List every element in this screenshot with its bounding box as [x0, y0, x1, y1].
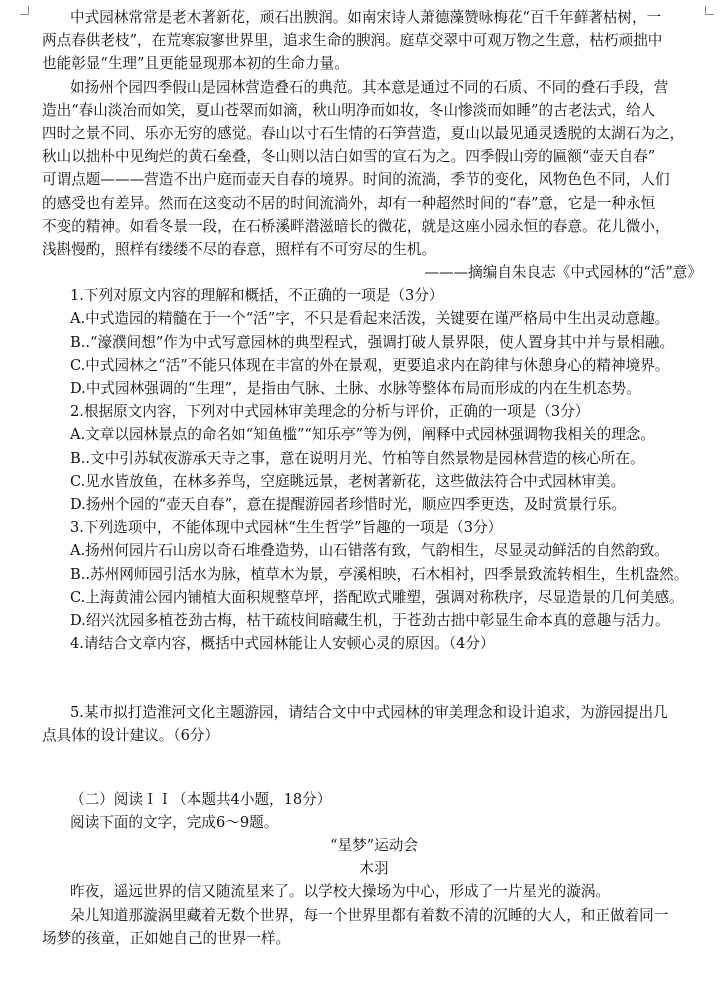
page-corner-mark-right: [705, 6, 714, 15]
question-stem: 3.下列选项中，不能体现中式园林“生生哲学”旨趣的一项是（3分）: [70, 519, 503, 537]
question-4: 4.请结合文章内容，概括中式园林能让人安顿心灵的原因。（4分）: [70, 635, 495, 653]
document-page: [42, 6, 706, 950]
option-d: D.绍兴沈园多植苍劲古梅，枯干疏枝间暗藏生机，于苍劲古拙中彰显生命本真的意趣与活力。: [70, 611, 670, 629]
section-instruction: 阅读下面的文字，完成6～9题。: [70, 813, 279, 831]
answer-space: [42, 655, 706, 701]
option-b: B..“濠濮间想”作为中式写意园林的典型程式，强调打破人景界限，使人置身其中并与景相融。: [70, 333, 675, 351]
text-line: 中式园林常常是老木著新花，顽石出腴润。如南宋诗人萧德藻赞咏梅花“百千年藓著枯树，一: [70, 9, 662, 26]
story-paragraph: [42, 880, 706, 903]
question-stem: 2.根据原文内容，下列对中式园林审美理念的分析与评价，正确的一项是（3分）: [70, 403, 590, 421]
option-b: B..文中引苏轼夜游承天寺之事，意在说明月光、竹柏等自然景物是园林营造的核心所在。: [70, 449, 645, 467]
option-a: A.扬州何园片石山房以奇石堆叠造势，山石错落有致，气韵相生，尽显灵动鲜活的自然韵致。: [70, 542, 669, 560]
option-c: C.上海黄浦公园内铺植大面积规整草坪，搭配欧式雕塑，强调对称秩序，尽显造景的几何美感。: [70, 588, 684, 606]
text-line: 场梦的孩童，正如她自己的世界一样。: [42, 929, 291, 947]
option-c: C.中式园林之“活”不能只体现在丰富的外在景观，更要追求内在韵律与休憩身心的精神境界。: [70, 356, 670, 374]
text-line: 秋山以拙朴中见绚烂的黄石垒叠，冬山则以洁白如雪的宣石为之。四季假山旁的匾额“壶天自春”: [42, 148, 656, 166]
option-d: D.中式园林强调的“生理”，是指由气脉、土脉、水脉等整体布局而形成的内在生机态势。: [70, 380, 641, 397]
question-stem: 1.下列对原文内容的理解和概括，不正确的一项是（3分）: [70, 287, 444, 305]
question-5: [42, 701, 706, 747]
story-title: “星梦”运动会: [330, 837, 418, 854]
story-author: 木羽: [359, 860, 389, 878]
question-stem: 5.某市拟打造淮河文化主题游园，请结合文中中式园林的审美理念和设计追求，为游园提出几: [70, 704, 668, 722]
text-line: 点具体的设计建议。（6分）: [42, 727, 220, 745]
option-a: A.中式造园的精髓在于一个“活”字，不只是看起来活泼，关键要在谨严格局中生出灵动意趣。: [70, 310, 670, 328]
answer-space: [42, 748, 706, 788]
text-line: 两点春供老枝”，在荒寒寂寥世界里，追求生命的腴润。庭草交翠中可观万物之生意，枯朽顽拙中: [42, 32, 663, 50]
passage-paragraph: [42, 76, 706, 262]
text-line: 的感受也有差异。然而在这变动不居的时间流淌外，却有一种超然时间的“春”意，它是一种永恒: [42, 194, 656, 212]
text-line: 可谓点题———营造不出户庭而壶天自春的境界。时间的流淌，季节的变化，风物色色不同，人们: [42, 171, 670, 189]
section-heading: （二）阅读ＩＩ（本题共4小题，18分）: [70, 790, 332, 808]
story-paragraph: [42, 904, 706, 950]
question-1: [42, 284, 706, 400]
option-b: B..苏州网师园引活水为脉，植草木为景，亭溪相映，石木相衬，四季景致流转相生，生机盎然。: [70, 565, 689, 583]
question-2: [42, 400, 706, 516]
text-line: 造出“春山淡冶而如笑，夏山苍翠而如滴，秋山明净而如妆，冬山惨淡而如睡”的古老法式，给人: [42, 101, 656, 119]
option-a: A.文章以园林景点的命名如“知鱼槛”“知乐亭”等为例，阐释中式园林强调物我相关的理念。: [70, 426, 655, 444]
text-line: 不变的精神。如看冬景一段，在石桥溪畔潜滋暗长的微花，就是这座小园永恒的春意。花儿微小，: [42, 217, 670, 235]
text-line: 四时之景不同、乐亦无穷的感觉。春山以寸石生情的石笋营造，夏山以最见通灵透脱的太湖石为之，: [42, 124, 685, 142]
text-line: 朵儿知道那漩涡里藏着无数个世界，每一个世界里都有着数不清的沉睡的大人，和正做着同一: [70, 906, 669, 924]
passage-paragraph: [42, 6, 706, 76]
text-line: 浅斟慢酌，照样有缕缕不尽的春意，照样有不可穷尽的生机。: [42, 240, 437, 258]
source-citation: ———摘编自朱良志《中式园林的“活”意》: [424, 264, 702, 282]
text-line: 如扬州个园四季假山是园林营造叠石的典范。其本意是通过不同的石质、不同的叠石手段，营: [70, 78, 669, 96]
question-3: [42, 516, 706, 632]
option-d: D.扬州个园的“壶天自春”，意在提醒游园者珍惜时光，顺应四季更迭，及时赏景行乐。: [70, 495, 627, 513]
text-line: 昨夜，遥远世界的信又随流星来了。以学校大操场为中心，形成了一片星光的漩涡。: [70, 883, 610, 901]
page-corner-mark-left: [20, 6, 29, 15]
option-c: C.见水皆放鱼，在林多养鸟，空庭眺远景，老树著新花，这些做法符合中式园林审美。: [70, 472, 626, 490]
text-line: 也能彰显“生理”且更能显现那本初的生命力量。: [42, 55, 349, 73]
